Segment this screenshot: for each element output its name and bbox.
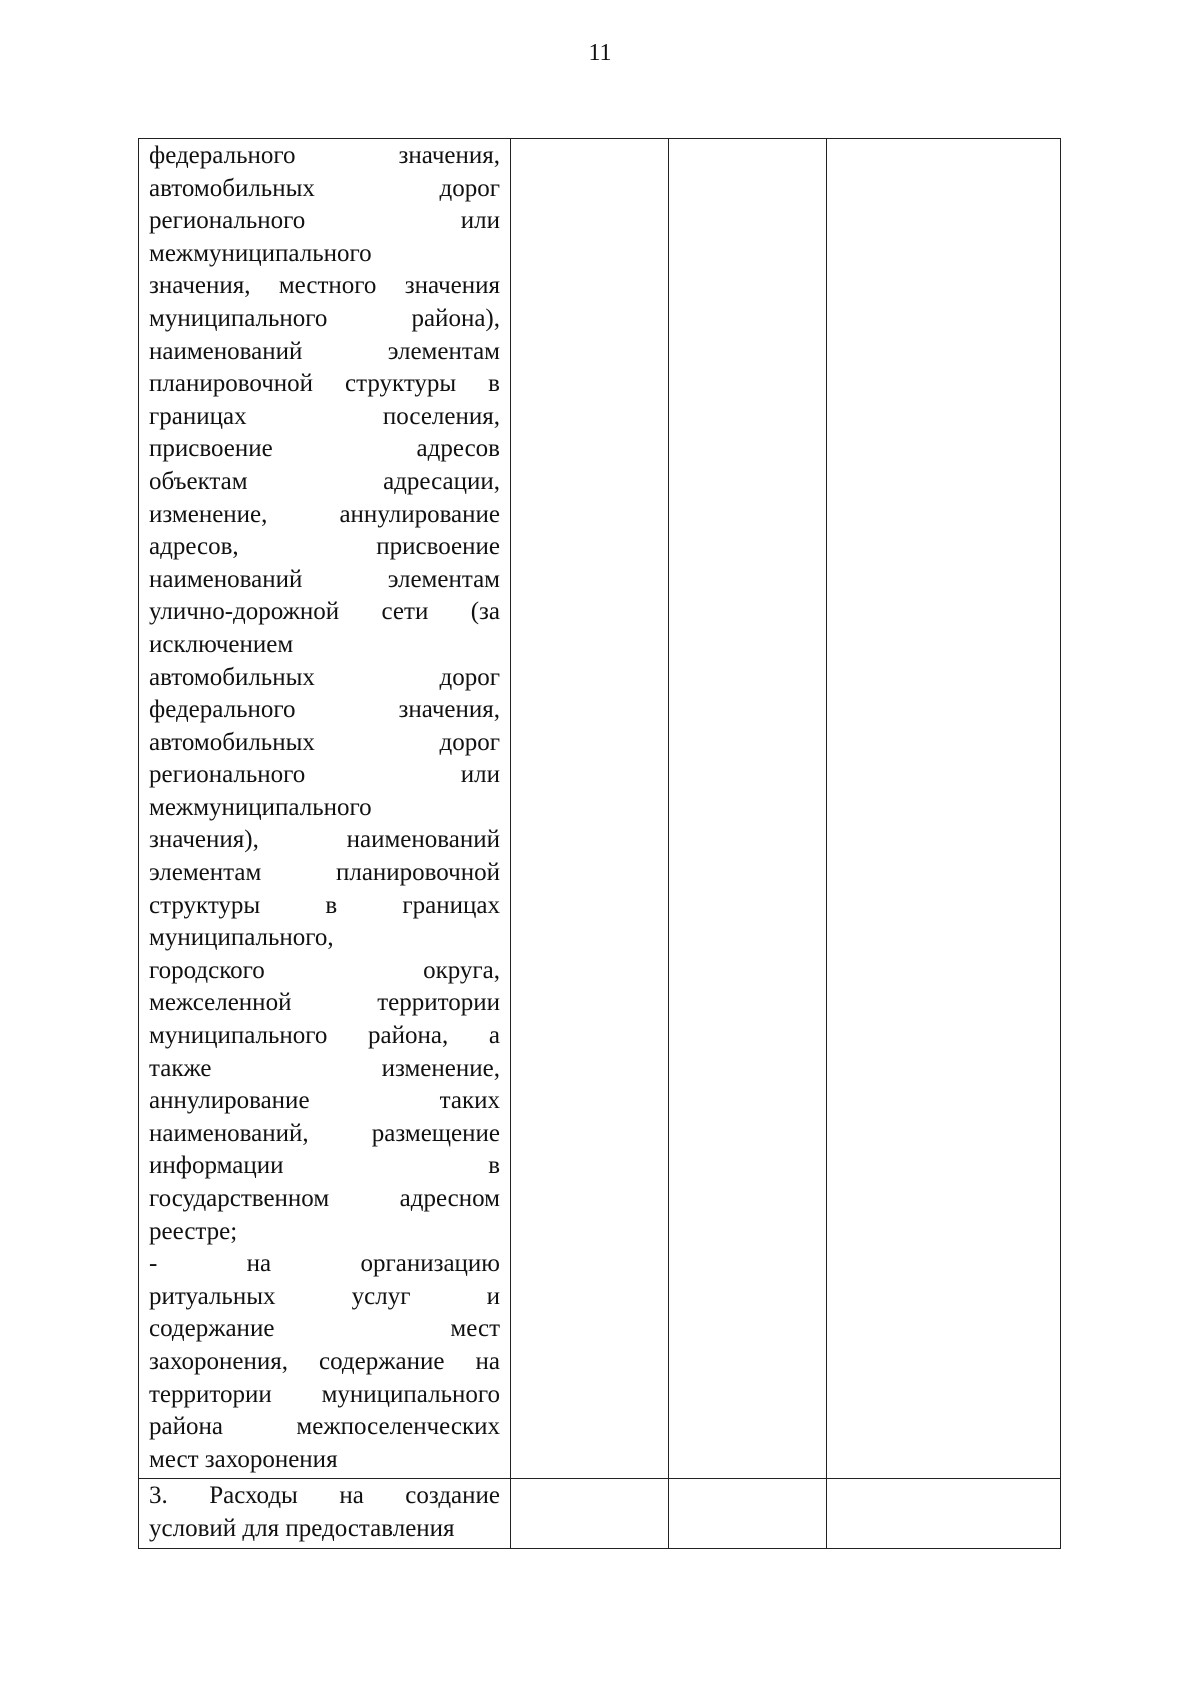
- text-line: условий для предоставления: [149, 1514, 455, 1542]
- text-line: регионального или: [149, 761, 500, 789]
- table-cell-empty: [669, 1479, 827, 1548]
- text-line: муниципального района, а: [149, 1022, 500, 1050]
- text-line: значения, местного значения: [149, 272, 500, 300]
- table-cell-empty: [827, 139, 1061, 1479]
- text-line: реестре;: [149, 1217, 238, 1245]
- text-line: межмуниципального: [149, 239, 372, 267]
- text-line: информации в: [149, 1152, 500, 1180]
- page-number: 11: [588, 40, 612, 66]
- text-line: также изменение,: [149, 1054, 500, 1082]
- expenditure-table: [138, 138, 1061, 1549]
- text-line: муниципального,: [149, 924, 334, 952]
- text-line: планировочной структуры в: [149, 370, 500, 398]
- text-line: наименований, размещение: [149, 1119, 500, 1147]
- text-line: адресов, присвоение: [149, 533, 500, 561]
- text-line: структуры в границах: [149, 891, 500, 919]
- text-line: федерального значения,: [149, 696, 500, 724]
- table-cell-empty: [511, 1479, 669, 1548]
- text-line: межселенной территории: [149, 989, 500, 1017]
- text-line: исключением: [149, 630, 294, 658]
- table-cell-empty: [669, 139, 827, 1479]
- text-line: присвоение адресов: [149, 435, 500, 463]
- text-line: автомобильных дорог: [149, 728, 500, 756]
- text-line: автомобильных дорог: [149, 663, 500, 691]
- text-line: элементам планировочной: [149, 859, 500, 887]
- text-line: мест захоронения: [149, 1445, 338, 1473]
- table-cell-description: [139, 139, 511, 1479]
- text-line: изменение, аннулирование: [149, 500, 500, 528]
- text-line: объектам адресации,: [149, 467, 500, 495]
- text-line: 3. Расходы на создание: [149, 1482, 500, 1510]
- table-cell-description: [139, 1479, 511, 1548]
- text-line: наименований элементам: [149, 337, 500, 365]
- table-cell-empty: [511, 139, 669, 1479]
- text-line: района межпоселенческих: [149, 1413, 500, 1441]
- text-line: муниципального района),: [149, 304, 500, 332]
- text-line: ритуальных услуг и: [149, 1282, 500, 1310]
- text-line: регионального или: [149, 207, 500, 235]
- table-row: [139, 139, 1061, 1479]
- text-line: межмуниципального: [149, 793, 372, 821]
- text-line: захоронения, содержание на: [149, 1347, 500, 1375]
- text-line: границах поселения,: [149, 402, 500, 430]
- text-line: государственном адресном: [149, 1185, 500, 1212]
- text-line: городского округа,: [149, 956, 500, 984]
- text-line: содержание мест: [149, 1315, 500, 1343]
- text-line: автомобильных дорог: [149, 174, 500, 202]
- text-line: федерального значения,: [149, 142, 500, 169]
- text-line: значения), наименований: [149, 826, 500, 854]
- text-line: улично-дорожной сети (за: [149, 598, 500, 626]
- text-line: - на организацию: [149, 1250, 500, 1278]
- cell-text: [139, 1479, 510, 1547]
- table-cell-empty: [827, 1479, 1061, 1548]
- text-line: наименований элементам: [149, 565, 500, 593]
- table-row: [139, 1479, 1061, 1548]
- text-line: аннулирование таких: [149, 1087, 500, 1115]
- cell-text: [139, 139, 510, 1478]
- text-line: территории муниципального: [149, 1380, 500, 1408]
